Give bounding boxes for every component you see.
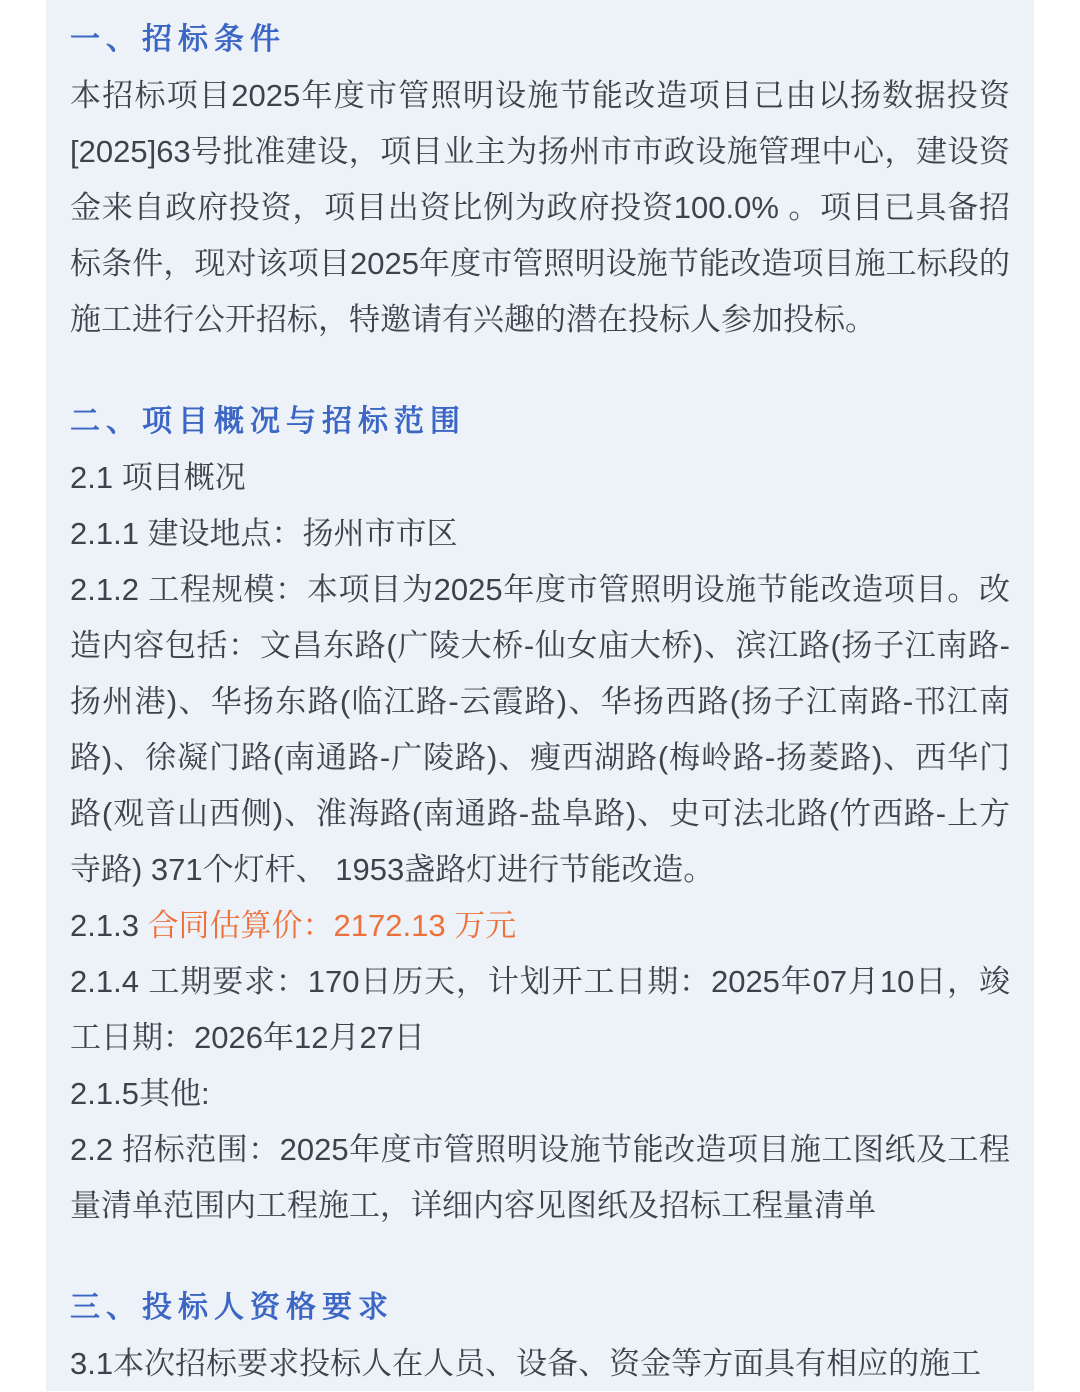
item-2-1-3-contract-estimate [70, 898, 1010, 954]
section-2-heading-project-overview: 二、项目概况与招标范围 [70, 405, 466, 438]
item-2-2-bidding-scope: 2.2 招标范围：2025年度市管照明设施节能改造项目施工图纸及工程量清单范围内工程施工，详细内容见图纸及招标工程量清单 [70, 1132, 1010, 1223]
tender-notice-document [46, 0, 1034, 1391]
item-2-1-2-project-scale: 2.1.2 工程规模：本项目为2025年度市管照明设施节能改造项目。改造内容包括：文昌东路(广陵大桥-仙女庙大桥)、滨江路(扬子江南路-扬州港)、华扬东路(临江路-云霞路)、华扬西路(扬子江南路-邗江南路)、徐凝门路(南通路-广陵路)、瘦西湖路(梅岭路-扬菱路)、西华门路(观音山西侧)、淮海路(南通路-盐阜路)、史可法北路(竹西路-上方寺路) 371个灯杆、 1953盏路灯进行节能改造。 [70, 572, 1010, 887]
section-1-paragraph: 本招标项目2025年度市管照明设施节能改造项目已由以扬数据投资[2025]63号批准建设，项目业主为扬州市市政设施管理中心，建设资金来自政府投资，项目出资比例为政府投资100.0% 。项目已具备招标条件，现对该项目2025年度市管照明设施节能改造项目施工标段的施工进行公开招标，特邀请有兴趣的潜在投标人参加投标。 [70, 78, 1010, 337]
item-2-1-4-construction-period: 2.1.4 工期要求：170日历天，计划开工日期：2025年07月10日，竣工日期：2026年12月27日 [70, 964, 1010, 1055]
item-2-1-project-overview: 2.1 项目概况 [70, 460, 246, 495]
section-1-heading-bidding-conditions: 一、招标条件 [70, 23, 286, 56]
item-2-1-5-other: 2.1.5其他: [70, 1076, 210, 1111]
item-3-1-bidder-requirements: 3.1本次招标要求投标人在人员、设备、资金等方面具有相应的施工 [70, 1346, 982, 1381]
item-2-1-1-construction-location: 2.1.1 建设地点：扬州市市区 [70, 516, 458, 551]
contract-estimate-price-highlight: 合同估算价：2172.13 万元 [147, 908, 517, 943]
section-3-heading-bidder-qualifications: 三、投标人资格要求 [70, 1291, 394, 1324]
item-2-1-3-number: 2.1.3 [70, 908, 148, 943]
